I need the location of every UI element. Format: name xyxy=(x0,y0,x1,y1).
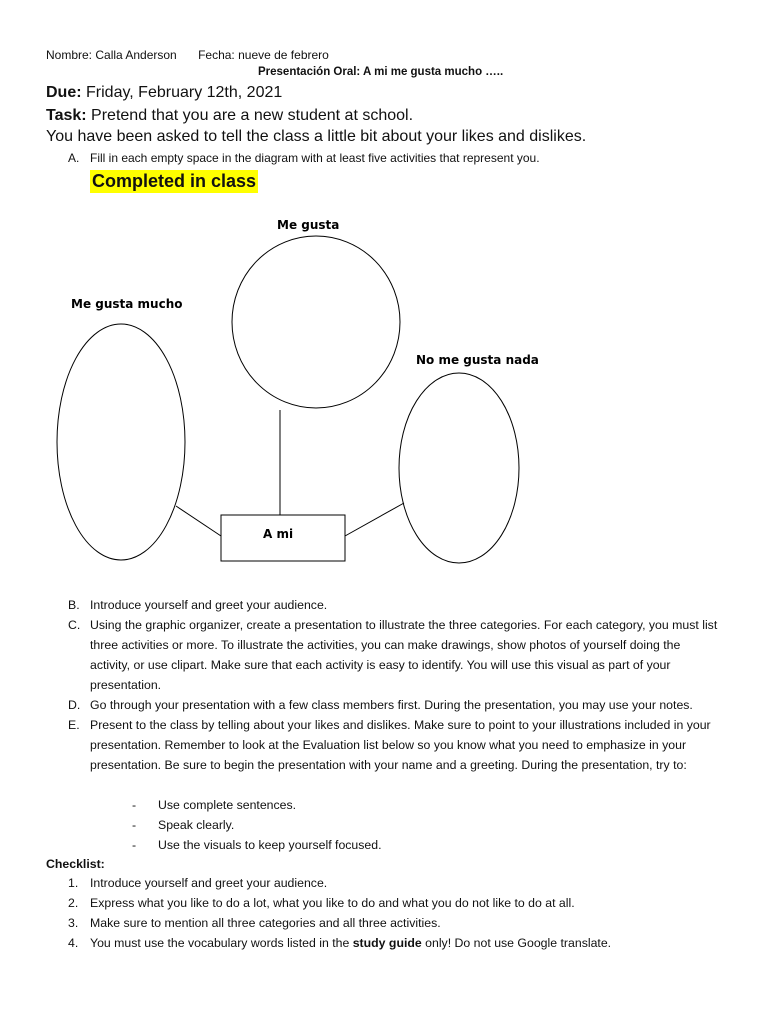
checklist-title: Checklist: xyxy=(46,857,105,871)
student-name: Nombre: Calla Anderson xyxy=(46,48,177,62)
task-text: Pretend that you are a new student at school. xyxy=(86,107,414,124)
no-me-gusta-nada-label: No me gusta nada xyxy=(416,353,539,367)
checklist-text: Make sure to mention all three categories and all three activities. xyxy=(90,916,441,930)
me-gusta-mucho-label: Me gusta mucho xyxy=(71,297,183,311)
checklist-item xyxy=(68,893,720,913)
checklist-text-before: You must use the vocabulary words listed in the xyxy=(90,936,353,950)
connector-right xyxy=(345,503,404,536)
instruction-label: B. xyxy=(68,598,80,612)
checklist-item xyxy=(68,933,720,953)
checklist-number: 3. xyxy=(68,916,79,930)
checklist-item xyxy=(68,913,720,933)
no-me-gusta-nada-oval xyxy=(399,373,519,563)
instruction-text: Using the graphic organizer, create a presentation to illustrate the three categories. For each category, you must list three activities or more. To illustrate the activities, you can make drawings, show photos of yourself doing the activity, or use clipart. Make sure that each activity is easy to identify. You will use this visual as part of your presentation. xyxy=(90,618,718,692)
due-text: Friday, February 12th, 2021 xyxy=(81,84,283,101)
a-mi-label: A mi xyxy=(263,527,294,541)
tip-dash: - xyxy=(132,818,137,832)
connector-left xyxy=(176,506,221,536)
instruction-label: C. xyxy=(68,618,81,632)
instruction-label: E. xyxy=(68,718,80,732)
checklist-number: 2. xyxy=(68,896,79,910)
checklist-item xyxy=(68,873,720,893)
checklist-text: Introduce yourself and greet your audience. xyxy=(90,876,328,890)
task-label: Task: xyxy=(46,107,87,124)
instruction-text: Present to the class by telling about your likes and dislikes. Make sure to point to your illustrations included in your presentation. Remember to look at the Evaluation list below so you know what you need to emphasize in your presentation. Be sure to begin the presentation with your name and a greeting. During the presentation, try to: xyxy=(90,718,711,772)
intro-line: You have been asked to tell the class a little bit about your likes and dislikes. xyxy=(46,128,587,145)
instruction-d xyxy=(68,695,720,715)
instruction-c xyxy=(68,615,720,695)
date-field: Fecha: nueve de febrero xyxy=(198,48,329,62)
instruction-list xyxy=(68,595,720,775)
instruction-a-label: A. xyxy=(68,151,80,165)
instruction-label: D. xyxy=(68,698,81,712)
checklist-number: 1. xyxy=(68,876,79,890)
me-gusta-mucho-oval xyxy=(57,324,185,560)
tip-item xyxy=(132,835,382,855)
me-gusta-label: Me gusta xyxy=(277,218,340,232)
me-gusta-circle xyxy=(232,236,400,408)
instruction-e xyxy=(68,715,720,775)
instruction-b xyxy=(68,595,720,615)
checklist-number: 4. xyxy=(68,936,79,950)
tip-dash: - xyxy=(132,798,137,812)
tip-item xyxy=(132,795,382,815)
checklist-text: Express what you like to do a lot, what you like to do and what you do not like to do at all. xyxy=(90,896,575,910)
tip-item xyxy=(132,815,382,835)
tip-text: Use the visuals to keep yourself focused. xyxy=(158,838,382,852)
checklist-text xyxy=(90,936,611,950)
tips-list xyxy=(132,795,382,855)
completed-highlight: Completed in class xyxy=(92,171,257,191)
checklist xyxy=(68,873,720,953)
tip-text: Speak clearly. xyxy=(158,818,235,832)
tip-text: Use complete sentences. xyxy=(158,798,297,812)
study-guide-emphasis: study guide xyxy=(352,936,422,950)
instruction-text: Go through your presentation with a few class members first. During the presentation, you may use your notes. xyxy=(90,698,693,712)
checklist-text-after: only! Do not use Google translate. xyxy=(421,936,612,950)
instruction-text: Introduce yourself and greet your audience. xyxy=(90,598,328,612)
document-title: Presentación Oral: A mi me gusta mucho ….. xyxy=(258,66,504,78)
due-label: Due: xyxy=(46,84,82,101)
tip-dash: - xyxy=(132,838,137,852)
instruction-a-text: Fill in each empty space in the diagram with at least five activities that represent you. xyxy=(90,151,540,165)
